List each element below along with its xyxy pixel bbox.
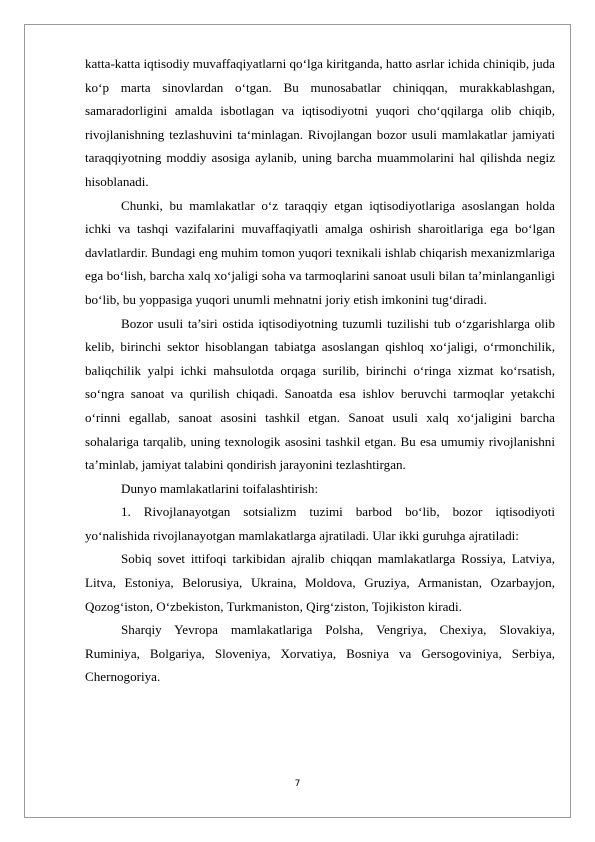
- document-body: [85, 52, 555, 689]
- page-number: 7: [294, 779, 301, 789]
- paragraph-2: Chunki, bu mamlakatlar o‘z taraqqiy etgan iqtisodiyotlariga asoslangan holda ichki va tashqi vazifalarini muvaffaqiyatli amalga oshirish sharoitlariga ega bo‘lgan davlatlardir. Bundagi eng muhim tomon yuqori texnikali ishlab chiqarish mexanizmlariga ega bo‘lish, barcha xalq xo‘jaligi soha va tarmoqlarini sanoat usuli bilan ta’minlanganligi bo‘lib, bu yoppasiga yuqori unumli mehnatni joriy etish imkonini tug‘diradi.: [85, 197, 555, 307]
- paragraph-7: Sharqiy Yevropa mamlakatlariga Polsha, Vengriya, Chexiya, Slovakiya, Ruminiya, Bolgariya, Sloveniya, Xorvatiya, Bosniya va Gersogoviniya, Serbiya, Chernogoriya.: [85, 622, 555, 685]
- paragraph-1: katta-katta iqtisodiy muvaffaqiyatlarni qo‘lga kiritganda, hatto asrlar ichida chiniqib, juda ko‘p marta sinovlardan o‘tgan. Bu munosabatlar chiniqqan, murakkablashgan, samaradorligini amalda isbotlagan va iqtisodiyotni yuqori cho‘qqilarga olib chiqib, rivojlanishning tezlashuvini ta‘minlagan. Rivojlangan bozor usuli mamlakatlar jamiyati taraqqiyotning moddiy asosiga aylanib, uning barcha muammolarini hal qilishda negiz hisoblanadi.: [85, 56, 555, 189]
- paragraph-5: 1. Rivojlanayotgan sotsializm tuzimi barbod bo‘lib, bozor iqtisodiyoti yo‘nalishida rivojlanayotgan mamlakatlarga ajratiladi. Ular ikki guruhga ajratiladi:: [85, 504, 555, 543]
- paragraph-6: Sobiq sovet ittifoqi tarkibidan ajralib chiqqan mamlakatlarga Rossiya, Latviya, Litva, Estoniya, Belorusiya, Ukraina, Moldova, Gruziya, Armanistan, Ozarbayjon, Qozog‘iston, O‘zbekiston, Turkmaniston, Qirg‘ziston, Tojikiston kiradi.: [85, 551, 555, 614]
- paragraph-3: Bozor usuli ta’siri ostida iqtisodiyotning tuzumli tuzilishi tub o‘zgarishlarga olib kelib, birinchi sektor hisoblangan tabiatga asoslangan qishloq xo‘jaligi, o‘rmonchilik, baliqchilik yalpi ichki mahsulotda orqaga surilib, birinchi o‘ringa xizmat ko‘rsatish, so‘ngra sanoat va qurilish chiqadi. Sanoatda esa ishlov beruvchi tarmoqlar yetakchi o‘rinni egallab, sanoat asosini tashkil etgan. Sanoat usuli xalq xo‘jaligini barcha sohalariga tarqalib, uning texnologik asosini tashkil etgan. Bu esa umumiy rivojlanishni ta’minlab, jamiyat talabini qondirish jarayonini tezlashtirgan.: [85, 315, 555, 473]
- paragraph-4-heading: Dunyo mamlakatlarini toifalashtirish:: [121, 480, 319, 496]
